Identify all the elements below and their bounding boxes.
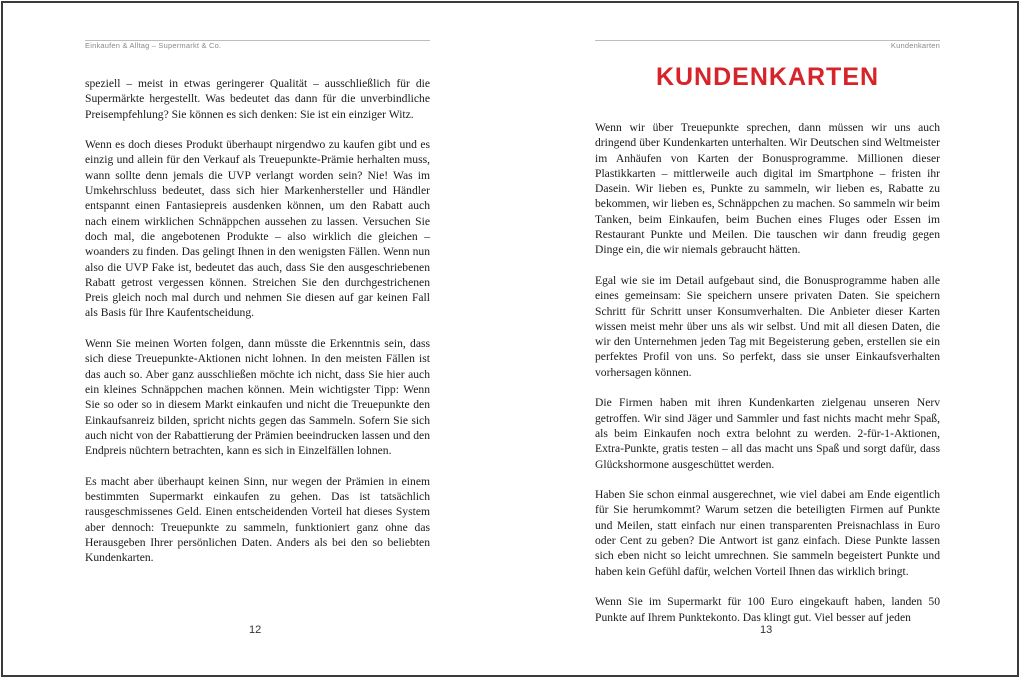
chapter-title: KUNDENKARTEN — [655, 63, 880, 91]
right-page — [510, 3, 1017, 675]
running-head: Kundenkarten — [890, 41, 940, 50]
paragraph: Es macht aber überhaupt keinen Sinn, nur wegen der Prämien in einem bestimmten Supermarkt einkaufen zu gehen. Das ist tatsächlich rausgeschmissenes Geld. Einen entscheidenden Vorteil hat dieses System aber dennoch: Treuepunkte zu sammeln, funktioniert ganz ohne das Herausgeben Ihrer persönlichen Daten. Anders als bei den so beliebten Kundenkarten. — [85, 474, 430, 565]
book-spread — [1, 1, 1019, 677]
page-number: 12 — [249, 624, 262, 636]
running-head: Einkaufen & Alltag – Supermarkt & Co. — [85, 41, 222, 50]
body-text — [595, 120, 940, 640]
paragraph: speziell – meist in etwas geringerer Qualität – ausschließlich für die Supermärkte hergestellt. Was bedeutet das dann für die unverbindliche Preisempfehlung? Sie können es sich denken: Sie ist ein einziger Witz. — [85, 77, 430, 121]
page-number: 13 — [760, 624, 773, 636]
paragraph: Wenn wir über Treuepunkte sprechen, dann müssen wir uns auch dringend über Kundenkarten unterhalten. Wir Deutschen sind Weltmeister im Anhäufen von Karten der Bonusprogramme. Millionen dieser Plastikkarten – mittlerweile auch digital im Smartphone – fristen ihr Dasein. Wir lieben es, Punkte zu sammeln, wir lieben es, Rabatte zu bekommen, wir lieben es, Schnäppchen zu machen. So sammeln wir beim Tanken, beim Einkaufen, beim Buchen eines Fluges oder Essen im Restaurant Punkte und Meilen. Die tauschen wir dann freudig gegen Dinge ein, die wir niemals gebraucht hätten. — [595, 121, 940, 257]
paragraph: Wenn Sie im Supermarkt für 100 Euro eingekauft haben, landen 50 Punkte auf Ihrem Punktekonto. Das klingt gut. Viel besser auf jeden — [595, 595, 940, 624]
paragraph: Wenn Sie meinen Worten folgen, dann müsste die Erkenntnis sein, dass sich diese Treuepunkte-Aktionen nicht lohnen. In den meisten Fällen ist das auch so. Aber ganz ausschließen möchte ich nicht, dass Sie hier auch ein kleines Schnäppchen machen können. Mein wichtigster Tipp: Wenn Sie so oder so in diesem Markt einkaufen und nicht die Treuepunkte den Einkaufsanreiz bilden, spricht nichts gegen das Sammeln. Sofern Sie sich auch nicht von der Rabattierung der Prämien beeindrucken lassen und den Endpreis nüchtern betrachten, kann es sich in Einzelfällen lohnen. — [85, 337, 430, 458]
body-text — [85, 76, 430, 581]
paragraph: Haben Sie schon einmal ausgerechnet, wie viel dabei am Ende eigentlich für Sie herumkommt? Warum setzen die beteiligten Firmen auf Punkte und Meilen, statt einfach nur einen transparenten Preisnachlass in Euro oder Cent zu geben? Die Antwort ist ganz einfach. Diese Punkte lassen sich eben nicht so leicht umrechnen. Sie sammeln begeistert Punkte und haben kein Gefühl dafür, welchen Vorteil Ihnen das wirklich bringt. — [595, 488, 940, 578]
left-page — [3, 3, 510, 675]
paragraph: Wenn es doch dieses Produkt überhaupt nirgendwo zu kaufen gibt und es einzig und allein für den Verkauf als Treuepunkte-Prämie herhalten muss, wann sollte denn jemals die UVP verlangt worden sein? Nie! Was im Umkehrschluss bedeutet, dass sich hier Markenhersteller und Händler entspannt einen Fantasiepreis ausdenken können, um den Rabatt auch nach einem wirklichen Schnäppchen aussehen zu lassen. Versuchen Sie doch mal, die angebotenen Produkte – also wirklich die gleichen – woanders zu finden. Das gelingt Ihnen in den wenigsten Fällen. Wenn nun also die UVP Fake ist, bedeutet das auch, dass Sie den ausgeschriebenen Rabatt getrost vergessen können. Streichen Sie den durchgestrichenen Preis gleich noch mal durch und nehmen Sie diesen auf gar keinen Fall als Basis für Ihre Kaufentscheidung. — [85, 138, 430, 320]
paragraph: Die Firmen haben mit ihren Kundenkarten zielgenau unseren Nerv getroffen. Wir sind Jäger und Sammler und fast nichts macht mehr Spaß, als beim Einkaufen noch extra belohnt zu werden. 2-für-1-Aktionen, Extra-Punkte, gratis testen – all das macht uns Spaß und sorgt dafür, dass Glückshormone ausgeschüttet werden. — [595, 396, 940, 471]
paragraph: Egal wie sie im Detail aufgebaut sind, die Bonusprogramme haben alle eines gemeinsam: Sie speichern unsere privaten Daten. Sie speichern Schritt für Schritt unser Konsumverhalten. Die Anbieter dieser Karten wissen meist mehr über uns als wir selbst. Und mit all diesen Daten, die wir den Unternehmen jeden Tag mit Begeisterung geben, erstellen sie ein perfektes Profil von uns. So perfekt, dass sie unser Einkaufsverhalten vorhersagen können. — [595, 273, 940, 379]
